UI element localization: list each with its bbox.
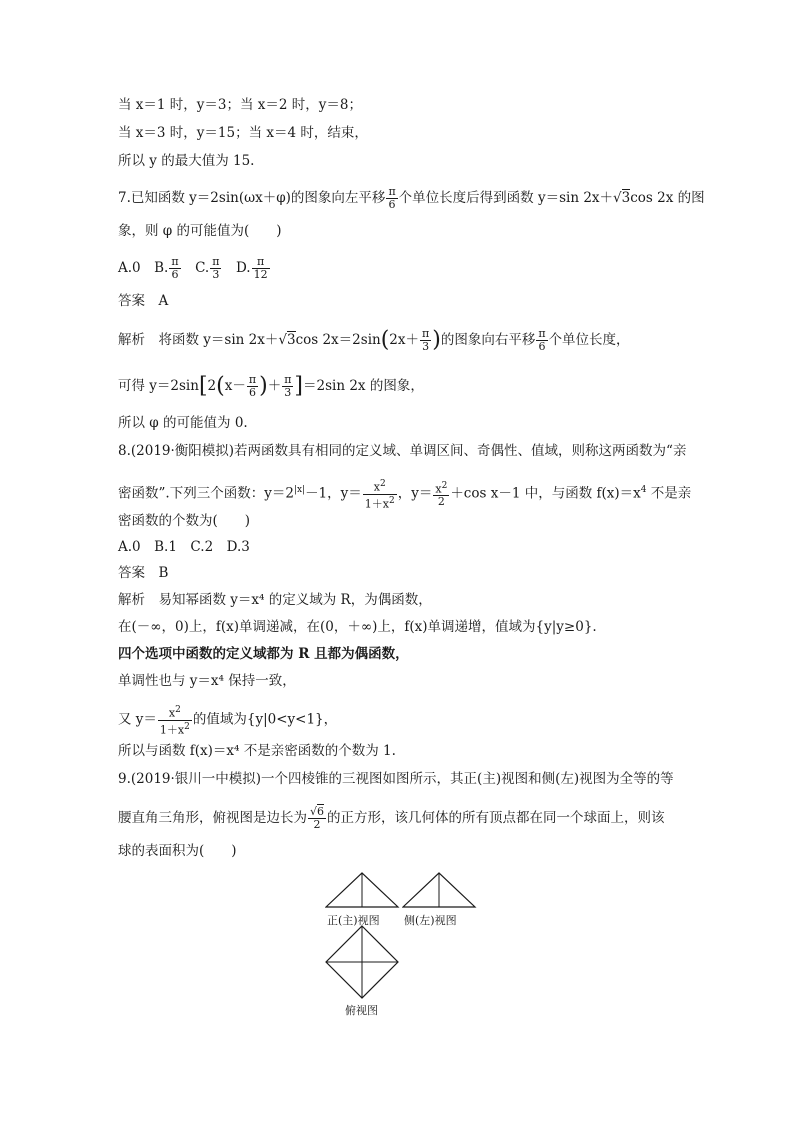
sol-text: 的图象向右平移 [440,332,536,348]
question-7-solution-2 [118,374,424,399]
exponent: |x| [293,485,306,496]
exponent: 2 [175,705,181,715]
sol-text: ＝2sin 2x 的图象， [303,378,424,394]
numerator: π [248,373,257,386]
denominator: 6 [248,386,256,399]
side-view-figure [402,872,477,910]
numerator [363,478,397,495]
big-paren: ) [432,327,441,353]
solution-line-1: 当 x＝1 时，y＝3；当 x＝2 时，y＝8； [118,97,363,113]
exponent: 2 [184,721,190,732]
inner-expression: 2 [207,378,217,394]
question-8-solution-2: 在(－∞，0)上，f(x)单调递减，在(0，＋∞)上，f(x)单调递增，值域为{y|y≥0}. [118,619,597,635]
q7-text-a: 7.已知函数 y＝2sin(ωx＋φ)的图象向左平移 [118,190,386,206]
q7-text-c: cos 2x 的图 [630,190,705,206]
numerator: π [422,327,430,340]
sol-text: 个单位长度， [548,332,630,348]
q9-text: 的正方形，该几何体的所有顶点都在同一个球面上，则该 [327,810,665,826]
question-7-answer: 答案 A [118,293,169,309]
top-view-figure [324,924,400,1000]
side-view-label: 侧(左)视图 [404,914,457,927]
option-d: D. [222,260,251,276]
question-7-solution-3: 所以 φ 的可能值为 0. [118,415,248,431]
sol-text: 又 y＝ [118,711,157,728]
solution-line-2: 当 x＝3 时，y＝15；当 x＝4 时，结束， [118,125,368,141]
fraction-x2-over-1-plus-x2 [158,704,192,736]
denominator: 2 [437,495,445,509]
question-8-solution-1: 解析 易知幂函数 y＝x⁴ 的定义域为 R，为偶函数， [118,592,432,608]
sqrt-radicand: 3 [621,190,631,206]
question-8-answer: 答案 B [118,565,169,581]
option-c: C. [181,260,210,276]
sqrt-symbol: √ [310,805,318,818]
fraction-x2-over-2 [433,480,449,509]
sol-text: 可得 y＝2sin [118,378,199,394]
question-8-line-3: 密函数的个数为( ) [118,513,251,529]
sol-text: 的值域为{y|0<y<1}， [192,711,338,728]
front-view-label: 正(主)视图 [327,914,380,927]
question-8-solution-5 [118,704,337,736]
den-expr: 1＋x [364,497,389,511]
num-x: x [168,706,176,720]
big-paren: ) [259,373,268,399]
question-7-line-2: 象，则 φ 的可能值为( ) [118,223,282,239]
question-8-options: A.0 B.1 C.2 D.3 [118,539,250,555]
exponent: 2 [388,495,395,506]
question-9-line-3: 球的表面积为( ) [118,843,237,859]
question-8-solution-3: 四个选项中函数的定义域都为 R 且都为偶函数， [118,646,409,662]
numerator [158,704,192,721]
sol-text: cos 2x＝2sin [295,332,381,348]
denominator: 3 [422,340,430,353]
q8-text: ＋cos x－1 中，与函数 f(x)＝x [450,485,641,502]
sqrt-symbol: √ [613,190,622,206]
denominator: 12 [253,268,268,281]
top-view-label: 俯视图 [345,1004,378,1017]
denominator: 3 [284,386,292,399]
q8-text: 不是亲 [646,485,692,502]
fraction-pi-over-3 [282,374,293,399]
exponent: 2 [379,479,386,489]
inner-expression: 2x＋ [389,332,419,348]
question-7-solution-1 [118,328,630,353]
fraction-pi-over-6 [386,186,397,211]
num-x: x [435,482,442,496]
sqrt-radicand: 6 [317,805,325,818]
num-x: x [373,480,380,494]
sqrt-radicand: 3 [286,332,296,348]
front-view-figure [325,872,400,910]
plus-sign: ＋ [267,378,282,394]
fraction-pi-over-3 [420,328,431,353]
denominator [363,495,397,511]
big-bracket: ] [294,373,304,399]
denominator: 6 [538,340,546,353]
question-8-solution-4: 单调性也与 y＝x⁴ 保持一致， [118,673,296,689]
sqrt-symbol: √ [278,332,287,348]
numerator: π [284,373,292,386]
sol-text: 解析 将函数 y＝sin 2x＋ [118,332,279,348]
question-7-options [118,256,271,281]
big-paren: ( [380,327,390,353]
question-8-line-1: 8.(2019·衡阳模拟)若两函数具有相同的定义域、单调区间、奇偶性、值域，则称这两函数为“亲 [118,443,687,459]
numerator [433,480,449,497]
big-paren: ( [216,373,225,399]
numerator: π [388,185,396,198]
inner-expression: x－ [224,378,246,394]
denominator: 2 [313,818,321,831]
numerator: π [212,255,220,268]
question-9-line-1: 9.(2019·银川一中模拟)一个四棱锥的三视图如图所示，其正(主)视图和侧(左)视图为全等的等 [118,771,674,787]
den-expr: 1＋x [159,723,185,737]
fraction-pi-over-3 [210,256,221,281]
fraction-pi-over-12 [252,256,270,281]
q7-text-b: 个单位长度后得到函数 y＝sin 2x＋ [398,190,614,206]
fraction-sqrt6-over-2 [308,806,326,831]
fraction-pi-over-6 [247,374,258,399]
solution-line-3: 所以 y 的最大值为 15. [118,153,255,169]
q8-text: ，y＝ [397,485,433,502]
question-9-line-2 [118,806,665,831]
denominator: 3 [212,268,220,281]
question-7-line-1 [118,186,705,211]
denominator: 6 [171,268,179,281]
big-bracket: [ [198,373,208,399]
numerator: π [171,255,179,268]
exponent: 2 [441,480,448,491]
fraction-x2-over-1-plus-x2 [363,478,397,510]
q8-text: －1，y＝ [305,485,362,502]
denominator [158,721,192,737]
option-a-b: A.0 B. [118,260,169,276]
numerator: π [252,256,270,269]
numerator: π [538,327,546,340]
q8-text: 密函数”.下列三个函数：y＝2 [118,485,294,502]
exponent: 4 [640,485,647,496]
q9-text: 腰直角三角形，俯视图是边长为 [118,810,307,826]
fraction-pi-over-6 [536,328,547,353]
question-8-solution-6: 所以与函数 f(x)＝x⁴ 不是亲密函数的个数为 1. [118,743,396,759]
denominator: 6 [388,198,396,211]
question-8-line-2 [118,478,691,510]
fraction-pi-over-6 [169,256,180,281]
